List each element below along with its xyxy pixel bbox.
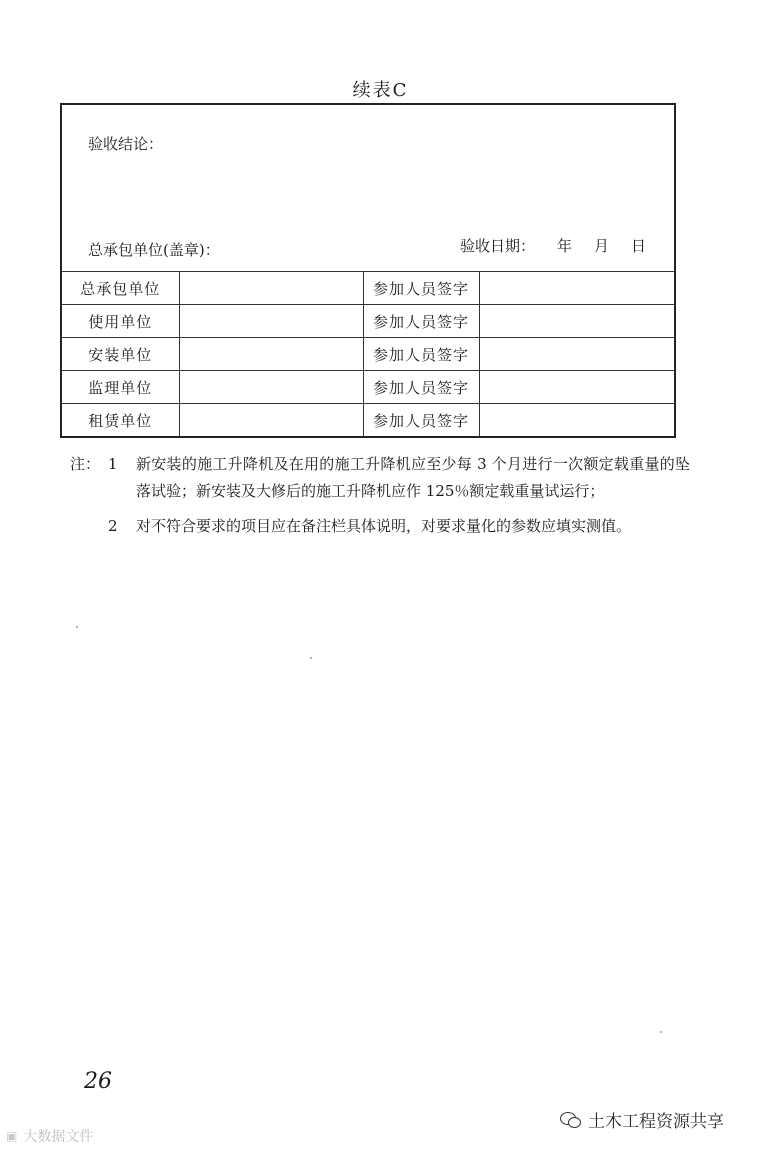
- unit-name: 使用单位: [61, 305, 179, 338]
- note-text: 新安装的施工升降机及在用的施工升降机应至少每 3 个月进行一次额定载重量的坠落试验；新安装及大修后的施工升降机应作 125％额定载重量试运行；: [136, 455, 690, 500]
- acceptance-form-table: [60, 103, 676, 438]
- table-row: [61, 371, 675, 404]
- note-item: [70, 513, 690, 540]
- date-day-label: 日: [630, 237, 646, 255]
- signature-cell[interactable]: [479, 305, 675, 338]
- contractor-seal-label: 总承包单位(盖章)：: [88, 241, 220, 259]
- page-number: 26: [84, 1069, 112, 1094]
- note-text: 对不符合要求的项目应在备注栏具体说明，对要求量化的参数应填实测值。: [136, 517, 632, 535]
- watermark-left: [6, 1126, 93, 1146]
- signature-label: 参加人员签字: [363, 338, 479, 371]
- scan-speck: [310, 657, 312, 659]
- scan-speck: [76, 626, 78, 628]
- unit-name: 监理单位: [61, 371, 179, 404]
- note-number: 2: [108, 517, 118, 535]
- conclusion-label: 验收结论：: [88, 135, 164, 153]
- watermark-left-text: 大数据文件: [23, 1129, 94, 1145]
- signature-label: 参加人员签字: [363, 404, 479, 438]
- unit-value-cell[interactable]: [179, 305, 363, 338]
- acceptance-date-label: 验收日期：: [459, 237, 535, 255]
- signature-cell[interactable]: [479, 404, 675, 438]
- signature-label: 参加人员签字: [363, 272, 479, 305]
- table-title: 续表C: [352, 80, 409, 101]
- note-item: [70, 451, 690, 505]
- table-row: [61, 404, 675, 438]
- table-row: [61, 272, 675, 305]
- acceptance-date: [460, 235, 646, 256]
- watermark-right-text: 土木工程资源共享: [588, 1112, 724, 1132]
- unit-value-cell[interactable]: [179, 338, 363, 371]
- unit-value-cell[interactable]: [179, 404, 363, 438]
- scan-speck: [660, 1031, 662, 1033]
- signature-label: 参加人员签字: [363, 305, 479, 338]
- wechat-icon: [560, 1111, 582, 1129]
- conclusion-cell[interactable]: [61, 104, 675, 272]
- notes-prefix: 注：: [70, 455, 101, 473]
- signature-cell[interactable]: [479, 272, 675, 305]
- unit-value-cell[interactable]: [179, 272, 363, 305]
- note-number: 1: [108, 455, 118, 473]
- signature-cell[interactable]: [479, 338, 675, 371]
- table-row: [61, 338, 675, 371]
- table-row: [61, 305, 675, 338]
- watermark-right: [560, 1107, 724, 1132]
- watermark-logo-icon: ▣: [6, 1129, 18, 1143]
- signature-cell[interactable]: [479, 371, 675, 404]
- unit-name: 租赁单位: [61, 404, 179, 438]
- unit-name: 安装单位: [61, 338, 179, 371]
- unit-value-cell[interactable]: [179, 371, 363, 404]
- date-year-label: 年: [556, 237, 572, 255]
- date-month-label: 月: [593, 237, 609, 255]
- signature-label: 参加人员签字: [363, 371, 479, 404]
- unit-name: 总承包单位: [61, 272, 179, 305]
- notes-section: [70, 451, 690, 540]
